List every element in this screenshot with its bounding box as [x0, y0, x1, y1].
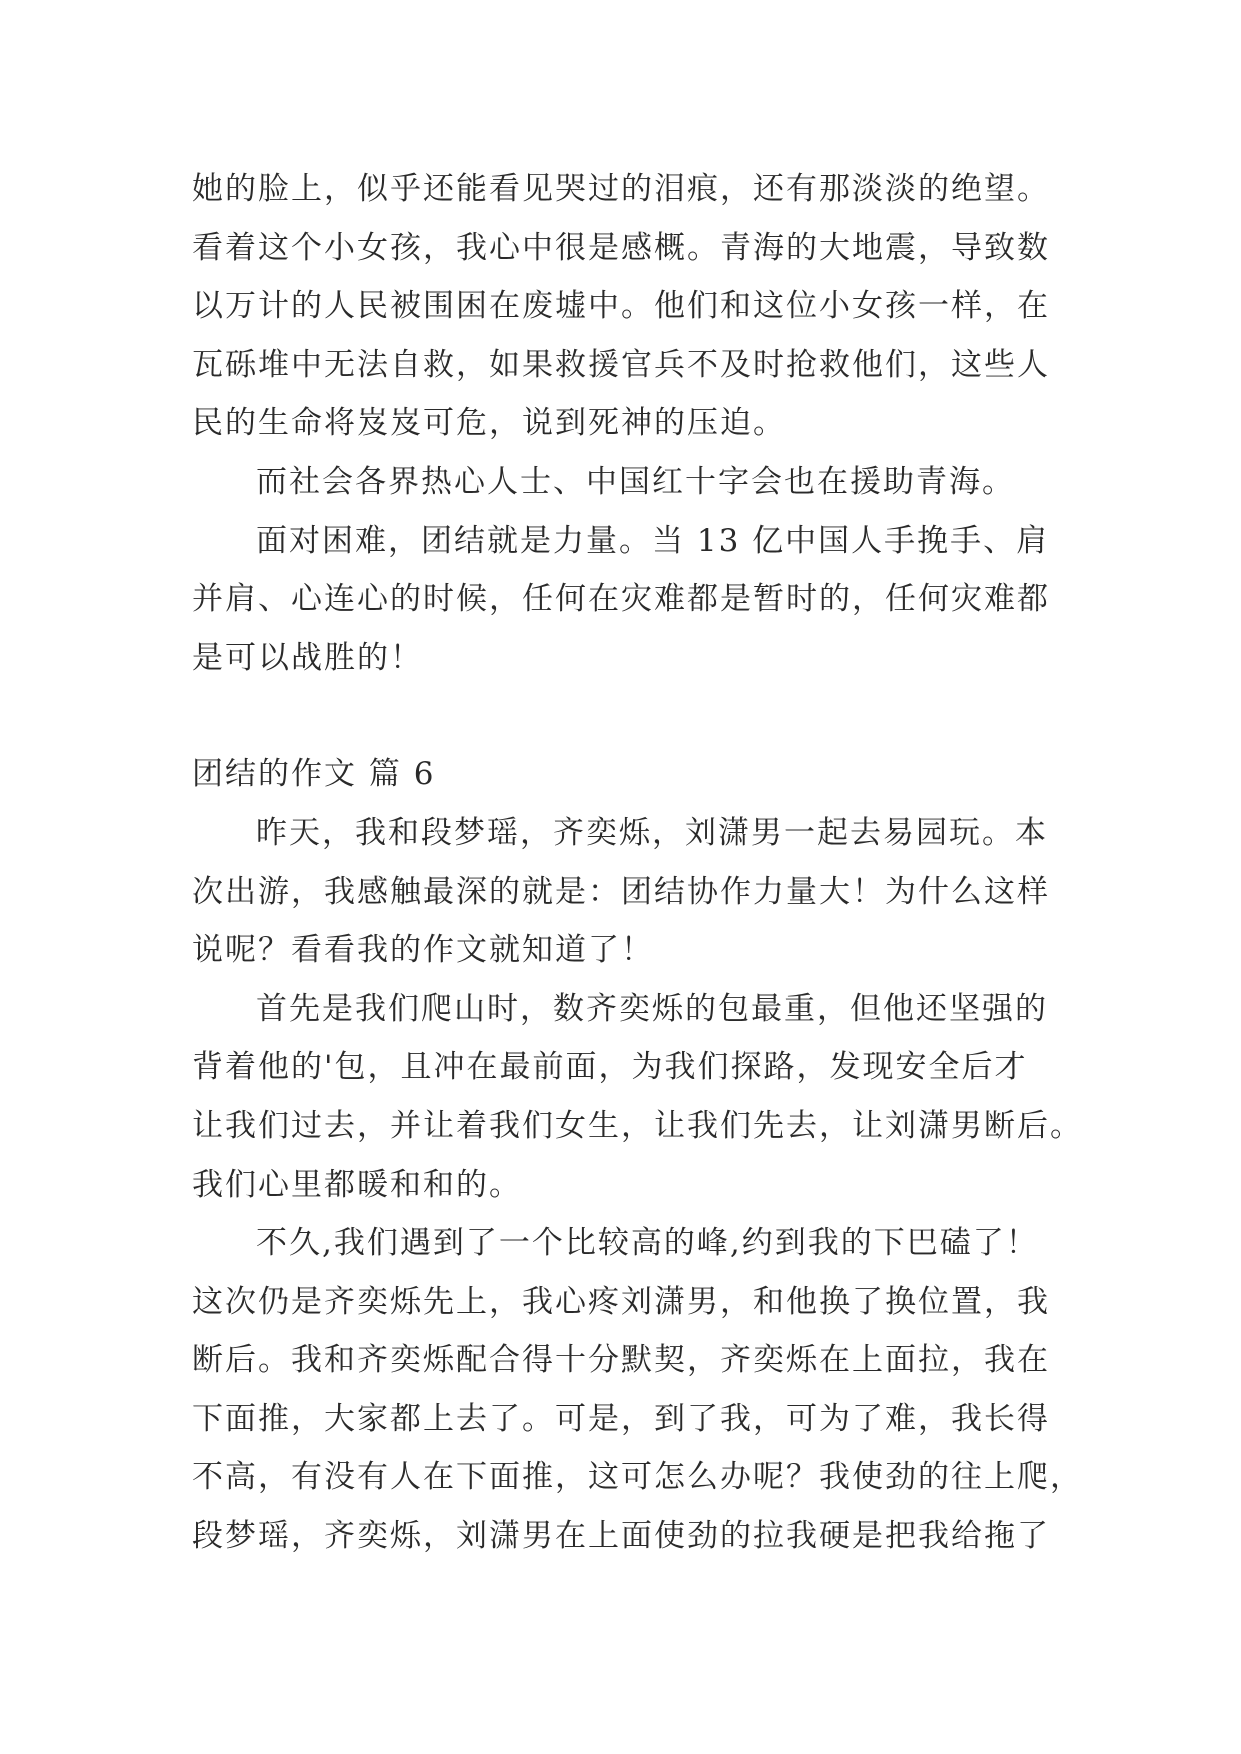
text-line: 断后。我和齐奕烁配合得十分默契，齐奕烁在上面拉，我在 — [192, 1342, 1050, 1379]
text-line: 让我们过去，并让着我们女生，让我们先去，让刘潇男断后。 — [192, 1107, 1083, 1144]
document-body — [192, 160, 1092, 1566]
paragraph-start-line: 不久,我们遇到了一个比较高的峰,约到我的下巴磕了！ — [256, 1225, 1039, 1262]
paragraph-start-line: 首先是我们爬山时，数齐奕烁的包最重，但他还坚强的 — [256, 990, 1048, 1027]
text-line: 不高，有没有人在下面推，这可怎么办呢？我使劲的往上爬， — [192, 1459, 1083, 1496]
section-gap — [192, 687, 1092, 745]
paragraph-start-line: 昨天，我和段梦瑶，齐奕烁，刘潇男一起去易园玩。本 — [256, 814, 1048, 851]
text-line: 看着这个小女孩，我心中很是感概。青海的大地震，导致数 — [192, 229, 1050, 266]
paragraph-start-line: 面对困难，团结就是力量。当 13 亿中国人手挽手、肩 — [256, 522, 1050, 559]
text-line: 以万计的人民被围困在废墟中。他们和这位小女孩一样，在 — [192, 288, 1050, 325]
text-line: 并肩、心连心的时候，任何在灾难都是暂时的，任何灾难都 — [192, 581, 1050, 618]
text-line: 背着他的'包，且冲在最前面，为我们探路，发现安全后才 — [192, 1049, 1028, 1086]
text-line: 次出游，我感触最深的就是：团结协作力量大！为什么这样 — [192, 873, 1050, 910]
text-line: 说呢？看看我的作文就知道了！ — [192, 932, 654, 969]
text-line: 段梦瑶，齐奕烁，刘潇男在上面使劲的拉我硬是把我给拖了 — [192, 1518, 1050, 1555]
text-line: 她的脸上，似乎还能看见哭过的泪痕，还有那淡淡的绝望。 — [192, 171, 1050, 207]
text-line: 是可以战胜的！ — [192, 639, 423, 676]
text-line: 民的生命将岌岌可危，说到死神的压迫。 — [192, 405, 786, 442]
text-line: 下面推，大家都上去了。可是，到了我，可为了难，我长得 — [192, 1400, 1050, 1437]
text-line: 瓦砾堆中无法自救，如果救援官兵不及时抢救他们，这些人 — [192, 346, 1050, 383]
text-line: 我们心里都暖和和的。 — [192, 1166, 522, 1203]
text-line: 这次仍是齐奕烁先上，我心疼刘潇男，和他换了换位置，我 — [192, 1283, 1050, 1320]
section-heading: 团结的作文 篇 6 — [192, 756, 436, 793]
paragraph-start-line: 而社会各界热心人士、中国红十字会也在援助青海。 — [256, 463, 1015, 500]
